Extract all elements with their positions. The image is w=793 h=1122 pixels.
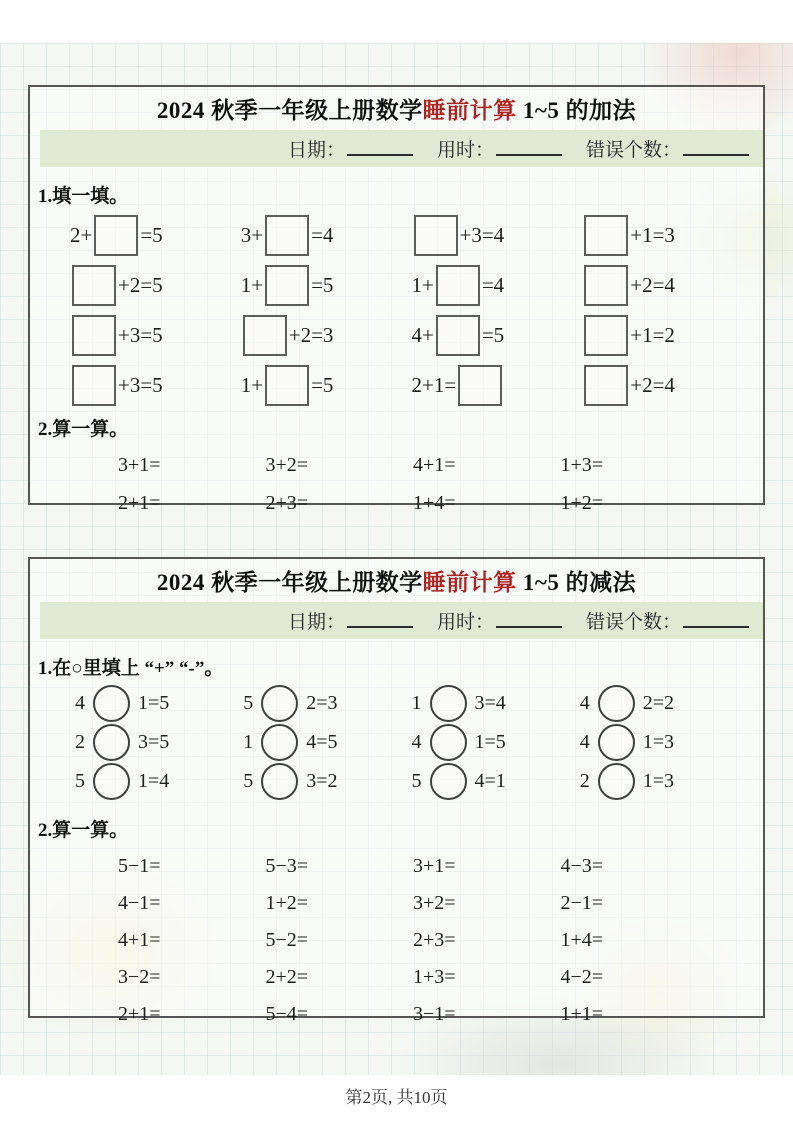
equation-text: 4=1 xyxy=(474,770,506,792)
fill-equation xyxy=(70,210,241,260)
section-heading-calc: 2.算一算。 xyxy=(38,820,129,841)
answer-box[interactable] xyxy=(584,315,628,356)
equation-text: 4 xyxy=(411,731,422,753)
equation-text: +2=4 xyxy=(630,272,675,297)
fill-equation xyxy=(241,360,412,410)
fill-equation xyxy=(241,310,412,360)
equation-text: 5 xyxy=(243,770,254,792)
fill-equation xyxy=(70,260,241,310)
equation-text: 2 xyxy=(579,770,590,792)
equation-text: 1=5 xyxy=(474,731,506,753)
operator-circle[interactable] xyxy=(430,724,467,761)
time-blank-line[interactable] xyxy=(496,626,562,628)
circle-equation xyxy=(412,762,580,801)
equation-text: 4+ xyxy=(411,322,434,347)
calc-equation: 3+1= xyxy=(118,454,161,476)
equation-text: 1=5 xyxy=(138,692,170,714)
calc-equation: 3+2= xyxy=(413,892,456,914)
errors-blank-line[interactable] xyxy=(683,154,749,156)
circle-equation xyxy=(75,684,243,723)
operator-circle[interactable] xyxy=(430,685,467,722)
fill-equation xyxy=(241,260,412,310)
fill-equation xyxy=(582,360,753,410)
time-field xyxy=(437,607,562,634)
fill-equation xyxy=(412,260,583,310)
page-title xyxy=(30,92,763,125)
page-indicator: 第2页, 共10页 xyxy=(345,1088,448,1107)
answer-box[interactable] xyxy=(94,215,138,256)
equation-text: +3=5 xyxy=(118,322,163,347)
calc-equation: 3+2= xyxy=(265,454,309,476)
equation-text: 1 xyxy=(243,731,254,753)
operator-circle[interactable] xyxy=(430,763,467,800)
calc-equation: 5−3= xyxy=(265,855,309,877)
title-prefix: 2024 秋季一年级上册数学 xyxy=(156,570,423,595)
circle-equation xyxy=(412,723,580,762)
info-banner xyxy=(40,130,763,167)
operator-circle[interactable] xyxy=(261,685,298,722)
operator-fill-grid xyxy=(30,680,763,801)
calc-equation: 1+4= xyxy=(560,929,604,951)
equation-text: +1=3 xyxy=(630,222,675,247)
answer-box[interactable] xyxy=(72,365,116,406)
circle-equation xyxy=(243,723,411,762)
circle-equation xyxy=(580,762,748,801)
equation-text: 3=5 xyxy=(138,731,170,753)
calc-equation: 4+1= xyxy=(118,929,161,951)
equation-text: 5 xyxy=(411,770,422,792)
circle-equation xyxy=(243,762,411,801)
section-heading-fill: 1.填一填。 xyxy=(38,186,129,207)
equation-text: 1+ xyxy=(240,372,264,397)
answer-box[interactable] xyxy=(584,265,628,306)
date-blank-line[interactable] xyxy=(347,626,413,628)
fill-equation xyxy=(412,210,583,260)
grid-paper-background xyxy=(0,43,793,1107)
fill-equation xyxy=(582,310,753,360)
answer-box[interactable] xyxy=(584,215,628,256)
circle-equation xyxy=(243,684,411,723)
section-heading-calc: 2.算一算。 xyxy=(38,419,129,440)
calc-equation: 2+2= xyxy=(265,966,309,988)
equation-text: +3=5 xyxy=(118,372,163,397)
calc-grid-subtraction xyxy=(30,856,763,1024)
calc-equation: 1+3= xyxy=(413,966,456,988)
equation-text: 2+1= xyxy=(411,372,457,397)
info-banner xyxy=(40,602,763,639)
calc-equation: 1+4= xyxy=(413,492,456,514)
circle-equation xyxy=(75,762,243,801)
calc-equation: 5−1= xyxy=(118,855,161,877)
equation-text: 3+ xyxy=(240,222,264,247)
page-title xyxy=(30,564,763,597)
date-field xyxy=(288,135,413,162)
equation-text: 1 xyxy=(411,692,422,714)
equation-text: =5 xyxy=(140,222,163,247)
answer-box[interactable] xyxy=(265,215,309,256)
date-blank-line[interactable] xyxy=(347,154,413,156)
answer-box[interactable] xyxy=(72,315,116,356)
circle-equation xyxy=(412,684,580,723)
fill-equation xyxy=(70,360,241,410)
calc-equation: 3−1= xyxy=(413,1003,456,1025)
equation-text: +2=5 xyxy=(118,272,163,297)
equation-text: 2=3 xyxy=(306,692,338,714)
time-field xyxy=(437,135,562,162)
circle-equation xyxy=(580,723,748,762)
date-field xyxy=(288,607,413,634)
calc-equation: 2+1= xyxy=(118,492,161,514)
calc-equation: 5−4= xyxy=(265,1003,309,1025)
operator-circle[interactable] xyxy=(93,724,130,761)
fill-equation xyxy=(241,210,412,260)
answer-box[interactable] xyxy=(243,315,287,356)
operator-circle[interactable] xyxy=(598,724,635,761)
calc-equation: 4−1= xyxy=(118,892,161,914)
equation-text: 4 xyxy=(579,692,590,714)
title-highlight: 睡前计算 xyxy=(422,98,517,123)
errors-field xyxy=(586,607,749,634)
fill-equation xyxy=(582,260,753,310)
time-label: 用时： xyxy=(436,612,494,633)
operator-circle[interactable] xyxy=(93,685,130,722)
equation-text: 1=3 xyxy=(642,770,675,792)
date-label: 日期： xyxy=(287,140,345,161)
equation-text: 3=4 xyxy=(474,692,506,714)
errors-label: 错误个数： xyxy=(585,612,681,633)
calc-equation: 5−2= xyxy=(265,929,309,951)
calc-equation: 4−2= xyxy=(560,966,604,988)
title-suffix: 1~5 的加法 xyxy=(516,98,637,123)
equation-text: 3=2 xyxy=(306,770,338,792)
fill-equation xyxy=(582,210,753,260)
errors-blank-line[interactable] xyxy=(683,626,749,628)
calc-grid-addition xyxy=(30,455,763,513)
operator-circle[interactable] xyxy=(93,763,130,800)
equation-text: +2=3 xyxy=(288,322,334,347)
answer-box[interactable] xyxy=(584,365,628,406)
operator-circle[interactable] xyxy=(598,685,635,722)
answer-box[interactable] xyxy=(414,215,458,256)
calc-equation: 1+1= xyxy=(560,1003,604,1025)
equation-text: =5 xyxy=(311,272,334,297)
circle-equation xyxy=(580,684,748,723)
section-heading-operators: 1.在○里填上 “+” “-”。 xyxy=(38,658,224,679)
circle-equation xyxy=(75,723,243,762)
calc-equation: 4−3= xyxy=(560,855,604,877)
equation-text: 2+ xyxy=(70,222,93,247)
errors-label: 错误个数： xyxy=(585,140,681,161)
fill-equation xyxy=(70,310,241,360)
answer-box[interactable] xyxy=(436,265,480,306)
fill-equation xyxy=(412,360,583,410)
panel-subtraction xyxy=(28,557,765,1025)
time-blank-line[interactable] xyxy=(496,154,562,156)
title-prefix: 2024 秋季一年级上册数学 xyxy=(156,98,423,123)
equation-text: 4 xyxy=(75,692,85,714)
equation-text: 4=5 xyxy=(306,731,338,753)
calc-equation: 3−2= xyxy=(118,966,161,988)
errors-field xyxy=(586,135,749,162)
calc-equation: 2+3= xyxy=(413,929,456,951)
date-label: 日期： xyxy=(287,612,345,633)
equation-text: 4 xyxy=(579,731,590,753)
equation-text: =4 xyxy=(311,222,334,247)
calc-equation: 1+2= xyxy=(265,892,309,914)
equation-text: 1+ xyxy=(411,272,434,297)
equation-text: =5 xyxy=(311,372,334,397)
equation-text: 5 xyxy=(243,692,254,714)
operator-circle[interactable] xyxy=(261,724,298,761)
answer-box[interactable] xyxy=(265,265,309,306)
calc-equation: 2+1= xyxy=(118,1003,161,1025)
equation-text: 2 xyxy=(75,731,85,753)
operator-circle[interactable] xyxy=(598,763,635,800)
calc-equation: 1+3= xyxy=(560,454,604,476)
equation-text: 1+ xyxy=(240,272,264,297)
fill-in-grid xyxy=(30,208,763,410)
equation-text: +3=4 xyxy=(459,222,505,247)
answer-box[interactable] xyxy=(436,315,480,356)
equation-text: 2=2 xyxy=(642,692,675,714)
equation-text: 1=4 xyxy=(138,770,170,792)
calc-equation: 2−1= xyxy=(560,892,604,914)
equation-text: =4 xyxy=(481,272,505,297)
calc-equation: 1+2= xyxy=(560,492,604,514)
calc-equation: 4+1= xyxy=(413,454,456,476)
title-suffix: 1~5 的减法 xyxy=(516,570,637,595)
answer-box[interactable] xyxy=(458,365,502,406)
answer-box[interactable] xyxy=(265,365,309,406)
time-label: 用时： xyxy=(436,140,494,161)
panel-addition xyxy=(28,85,765,514)
equation-text: +1=2 xyxy=(630,322,675,347)
fill-equation xyxy=(412,310,583,360)
calc-equation: 3+1= xyxy=(413,855,456,877)
equation-text: +2=4 xyxy=(630,372,675,397)
equation-text: =5 xyxy=(481,322,505,347)
calc-equation: 2+3= xyxy=(265,492,309,514)
equation-text: 1=3 xyxy=(642,731,675,753)
title-highlight: 睡前计算 xyxy=(422,570,517,595)
equation-text: 5 xyxy=(75,770,85,792)
operator-circle[interactable] xyxy=(261,763,298,800)
answer-box[interactable] xyxy=(72,265,116,306)
